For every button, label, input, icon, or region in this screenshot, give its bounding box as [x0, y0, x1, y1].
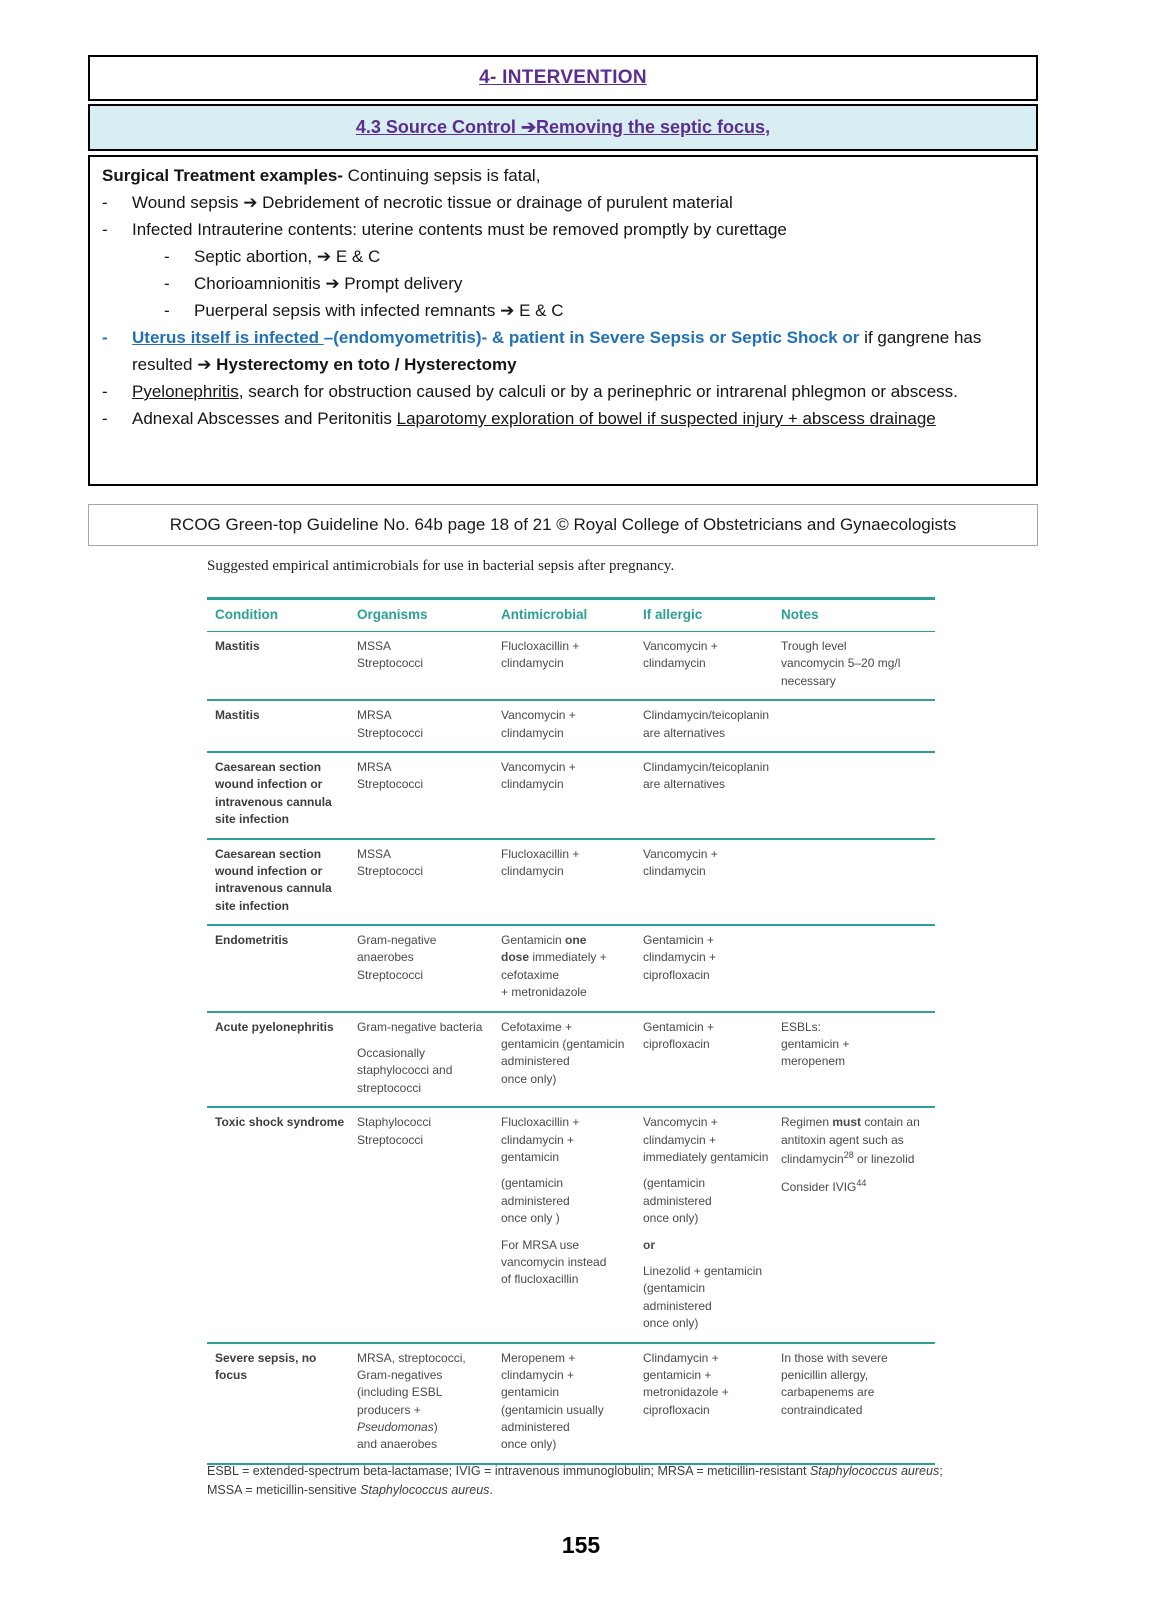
surgical-lead-text [102, 162, 1022, 189]
cell-paragraph: MRSA Streptococci [357, 708, 424, 740]
cell-paragraph: Gentamicin one dose immediately + cefotaxime + metronidazole [501, 933, 607, 1000]
subbullet-septic-abortion [90, 243, 1022, 270]
table-row [207, 840, 935, 927]
table-cell-antimicrobial [501, 707, 643, 742]
cell-paragraph: Gentamicin + ciprofloxacin [643, 1019, 715, 1052]
table-cell-if-allergic [643, 846, 781, 916]
subbullet-puerperal [90, 297, 1022, 324]
cell-paragraph: (gentamicin administered once only) [643, 1176, 712, 1226]
subtitle-comma: , [765, 117, 771, 137]
bullet-dash: - [102, 409, 108, 428]
cell-paragraph: For MRSA use vancomycin instead of flucloxacillin [501, 1237, 607, 1287]
cell-paragraph: MRSA, streptococci, Gram-negatives (including ESBL producers + Pseudomonas) and anaerobes [357, 1350, 466, 1452]
table-cell-condition: Mastitis [215, 708, 260, 723]
cell-paragraph: Vancomycin + clindamycin [501, 759, 576, 792]
cell-paragraph: Linezolid + gentamicin (gentamicin administered once only) [643, 1263, 763, 1331]
cell-paragraph: Clindamycin/teicoplanin are alternatives [643, 708, 770, 740]
cell-paragraph: Regimen must contain an antitoxin agent such as clindamycin$^{28}$ or linezolid [781, 1115, 920, 1166]
table-cell-condition: Acute pyelonephritis [215, 1019, 334, 1034]
bullet-intrauterine [90, 216, 1022, 243]
bullet-dash: - [102, 328, 108, 347]
cell-paragraph: Occasionally staphylococci and streptococci [357, 1046, 453, 1095]
cell-paragraph: Gram-negative anaerobes Streptococci [357, 933, 437, 982]
cell-paragraph: MRSA Streptococci [357, 759, 424, 792]
uterus-underlined-text: Uterus itself is infected [132, 328, 324, 347]
cell-paragraph: Staphylococci Streptococci [357, 1115, 432, 1147]
bullet-text [132, 378, 1022, 405]
table-cell-antimicrobial [501, 932, 643, 1002]
table-cell-condition: Mastitis [215, 639, 260, 653]
adnexal-plain: Adnexal Abscesses and Peritonitis [132, 409, 397, 428]
cell-paragraph: Flucloxacillin + clindamycin + gentamicin [501, 1115, 580, 1164]
bullet-dash: - [102, 193, 108, 212]
section-subtitle: 4.3 Source Control ➔Removing the septic focus [355, 117, 766, 137]
cell-paragraph: Meropenem + clindamycin + gentamicin (gentamicin usually administered once only) [501, 1350, 604, 1452]
table-caption: Suggested empirical antimicrobials for use in bacterial sepsis after pregnancy. [207, 558, 675, 574]
table-row [207, 926, 935, 1013]
cell-paragraph: MSSA Streptococci [357, 639, 424, 671]
uterus-black-text: if gangrene has resulted ➔ [132, 328, 982, 374]
table-cell-notes [781, 1114, 935, 1332]
table-row [207, 1013, 935, 1109]
table-cell-organisms [357, 846, 501, 916]
cell-paragraph: Gentamicin + clindamycin + ciprofloxacin [643, 933, 717, 982]
subbullet-chorioamnionitis [90, 270, 1022, 297]
cell-paragraph: Clindamycin + gentamicin + metronidazole + ciprofloxacin [643, 1350, 729, 1417]
table-cell-notes [781, 1350, 935, 1454]
cell-paragraph: (gentamicin administered once only ) [501, 1176, 570, 1226]
column-header-if-allergic: If allergic [643, 607, 703, 622]
table-cell-antimicrobial [501, 1114, 643, 1332]
page-number: 155 [561, 1532, 601, 1558]
table-cell-condition: Caesarean section wound infection or intravenous cannula site infection [215, 759, 332, 827]
intervention-title-box [88, 55, 1038, 101]
table-cell-condition: Toxic shock syndrome [215, 1115, 345, 1130]
cell-paragraph: Flucloxacillin + clindamycin [501, 846, 580, 878]
table-body [207, 632, 935, 1465]
surgical-lead-bold: Surgical Treatment examples- [102, 166, 343, 185]
source-control-subtitle-box [88, 104, 1038, 151]
cell-paragraph: Vancomycin + clindamycin [501, 708, 576, 740]
table-cell-organisms [357, 1019, 501, 1098]
table-cell-if-allergic [643, 638, 781, 690]
table-cell-condition: Endometritis [215, 933, 289, 948]
table-cell-if-allergic [643, 1114, 781, 1332]
cell-paragraph: or [643, 1237, 655, 1252]
table-header-row [207, 597, 935, 632]
cell-paragraph: MSSA Streptococci [357, 846, 424, 878]
page-title: 4- INTERVENTION [479, 67, 647, 88]
surgical-lead-line [90, 162, 1022, 189]
table-cell-antimicrobial [501, 1019, 643, 1098]
cell-paragraph: Gram-negative bacteria [357, 1019, 483, 1034]
table-cell-notes [781, 1019, 935, 1098]
bullet-text [132, 405, 1022, 432]
bullet-wound-sepsis [90, 189, 1022, 216]
cell-paragraph: Trough level vancomycin 5–20 mg/l necessary [781, 639, 901, 688]
surgical-lead-rest: Continuing sepsis is fatal, [342, 166, 541, 185]
cell-paragraph: Consider IVIG$^{44}$ [781, 1178, 867, 1195]
cell-paragraph: Cefotaxime + gentamicin (gentamicin administered once only) [501, 1019, 625, 1086]
table-row [207, 1344, 935, 1465]
cell-paragraph: In those with severe penicillin allergy, carbapenems are contraindicated [781, 1350, 888, 1417]
table-row [207, 701, 935, 753]
table-cell-if-allergic [643, 759, 781, 829]
pyelonephritis-underlined: Pyelonephritis [132, 382, 239, 401]
table-cell-notes [781, 932, 935, 1002]
cell-paragraph: Vancomycin + clindamycin [643, 639, 718, 671]
table-row [207, 1108, 935, 1343]
table-cell-organisms [357, 707, 501, 742]
table-cell-antimicrobial [501, 1350, 643, 1454]
column-header-antimicrobial: Antimicrobial [501, 607, 588, 622]
cell-paragraph: ESBLs: gentamicin + meropenem [781, 1019, 850, 1069]
table-row [207, 753, 935, 840]
column-header-notes: Notes [781, 607, 819, 622]
column-header-organisms: Organisms [357, 607, 428, 622]
table-cell-notes [781, 638, 935, 690]
citation-text: RCOG Green-top Guideline No. 64b page 18 of 21 © Royal College of Obstetricians and Gynaecologists [169, 515, 957, 534]
bullet-dash: - [102, 220, 108, 239]
surgical-treatment-box [88, 155, 1038, 486]
table-cell-if-allergic [643, 1350, 781, 1454]
table-cell-condition: Caesarean section wound infection or intravenous cannula site infection [215, 846, 332, 913]
table-cell-condition: Severe sepsis, no focus [215, 1350, 317, 1382]
antimicrobials-table [207, 597, 935, 1465]
table-cell-organisms [357, 759, 501, 829]
bullet-uterus-infected [90, 324, 1022, 378]
table-row [207, 632, 935, 701]
table-footnote: ESBL = extended-spectrum beta-lactamase; IVIG = intravenous immunoglobulin; MRSA = meticillin-resistant Staphylococcus aureus; MSSA = meticillin-sensitive Staphylococcus aureus. [207, 1464, 943, 1497]
table-cell-if-allergic [643, 707, 781, 742]
bullet-dash: - [164, 247, 170, 266]
table-cell-antimicrobial [501, 846, 643, 916]
cell-paragraph: Flucloxacillin + clindamycin [501, 639, 580, 671]
bullet-dash: - [102, 382, 108, 401]
bullet-dash: - [164, 301, 170, 320]
table-cell-organisms [357, 638, 501, 690]
table-cell-notes [781, 759, 935, 829]
bullet-text: Septic abortion, ➔ E & C [194, 247, 381, 266]
bullet-text: Puerperal sepsis with infected remnants ➔ E & C [194, 301, 564, 320]
uterus-bold-text: Hysterectomy en toto / Hysterectomy [216, 355, 517, 374]
bullet-pyelonephritis [90, 378, 1022, 405]
table-cell-notes [781, 707, 935, 742]
pyelonephritis-rest: , search for obstruction caused by calculi or by a perinephric or intrarenal phlegmon or abscess. [238, 382, 958, 401]
column-header-condition: Condition [215, 607, 278, 622]
bullet-text: Infected Intrauterine contents: uterine contents must be removed promptly by curettage [132, 220, 787, 239]
cell-paragraph: Vancomycin + clindamycin [643, 846, 718, 878]
bullet-dash: - [164, 274, 170, 293]
uterus-blue-text: –(endomyometritis)- & patient in Severe Sepsis or Septic Shock or [323, 328, 860, 347]
table-cell-if-allergic [643, 932, 781, 1002]
cell-paragraph: Clindamycin/teicoplanin are alternatives [643, 759, 770, 792]
table-cell-if-allergic [643, 1019, 781, 1098]
table-cell-organisms [357, 1350, 501, 1454]
bullet-text: Chorioamnionitis ➔ Prompt delivery [194, 274, 463, 293]
rcog-citation-box [88, 504, 1038, 546]
bullet-adnexal [90, 405, 1022, 432]
bullet-text: Wound sepsis ➔ Debridement of necrotic tissue or drainage of purulent material [132, 193, 733, 212]
adnexal-underlined: Laparotomy exploration of bowel if suspected injury + abscess drainage [396, 409, 936, 428]
bullet-text [132, 324, 1022, 378]
table-cell-organisms [357, 1114, 501, 1332]
table-cell-notes [781, 846, 935, 916]
table-cell-antimicrobial [501, 638, 643, 690]
table-cell-organisms [357, 932, 501, 1002]
table-cell-antimicrobial [501, 759, 643, 829]
cell-paragraph: Vancomycin + clindamycin + immediately gentamicin [643, 1115, 769, 1164]
